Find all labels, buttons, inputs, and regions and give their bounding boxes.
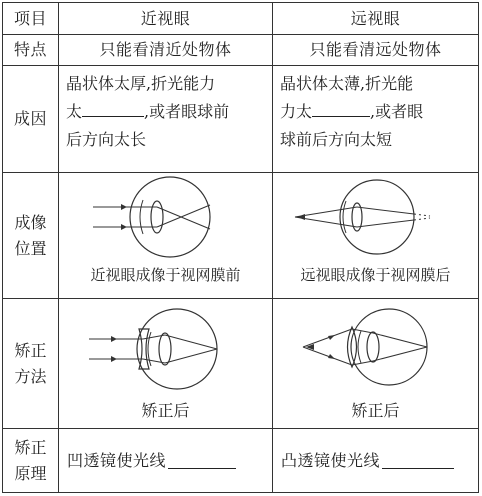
hyperopia-principle-blank[interactable] <box>382 452 454 469</box>
header-myopia: 近视眼 <box>140 8 191 28</box>
myopia-corr-eyeball <box>137 309 217 389</box>
myopia-principle <box>59 429 272 492</box>
myopia-corr-lens <box>159 333 171 365</box>
myopia-principle-blank[interactable] <box>168 452 236 469</box>
header-hyperopia: 远视眼 <box>350 8 401 28</box>
myopia-cause-line2b: ,或者眼球前 <box>144 102 230 121</box>
hyperopia-corr-ray-out-top <box>373 333 427 347</box>
hyperopia-cornea <box>343 201 346 233</box>
myopia-features: 只能看清近处物体 <box>99 40 232 59</box>
myopia-principle-text: 凹透镜使光线 <box>67 450 167 470</box>
divider-row2 <box>2 65 479 66</box>
myopia-cause-line2a: 太 <box>66 102 83 121</box>
hyperopia-corr-cornea <box>358 331 361 363</box>
hyperopia-principle-text: 凸透镜使光线 <box>281 450 381 470</box>
myopia-corr-arrow-top <box>111 336 117 342</box>
label-principle <box>3 429 58 492</box>
hyperopia-ray-ext-bottom <box>414 218 430 220</box>
hyperopia-ray-out-bottom <box>357 220 414 227</box>
myopia-corr-ray-out-bottom <box>165 349 217 363</box>
hyperopia-cause-line2b: ,或者眼 <box>370 102 424 121</box>
hyperopia-source-arrow <box>297 214 305 220</box>
label-cause: 成因 <box>13 109 47 128</box>
label-image-position <box>3 173 58 298</box>
label-correction-line2: 方法 <box>14 366 47 386</box>
myopia-cause-line1: 晶状体太厚,折光能力 <box>66 74 216 93</box>
hyperopia-corr-arrow-bottom <box>328 354 335 359</box>
myopia-ray-out-top <box>157 207 210 229</box>
label-image-position-line2: 位置 <box>14 238 47 258</box>
border-bottom <box>2 492 479 493</box>
myopia-corr-ray-mid-bottom <box>143 359 165 363</box>
header-item: 项目 <box>13 8 47 28</box>
myopia-cornea <box>140 200 143 234</box>
myopia-ray-out-bottom <box>157 205 210 227</box>
myopia-cause <box>66 70 266 154</box>
myopia-correction-caption: 矫正后 <box>141 401 190 420</box>
label-image-position-line1: 成像 <box>14 212 47 232</box>
comparison-table <box>2 2 479 493</box>
myopia-image-caption: 近视眼成像于视网膜前 <box>90 266 241 284</box>
myopia-arrow-top <box>121 204 127 210</box>
hyperopia-cause-line3: 球前后方向太短 <box>280 130 393 149</box>
myopia-cause-blank[interactable] <box>82 100 144 117</box>
myopia-corr-ray-mid-top <box>143 335 165 339</box>
label-principle-line2: 原理 <box>14 463 47 483</box>
label-correction-line1: 矫正 <box>14 340 47 360</box>
label-features: 特点 <box>13 40 47 59</box>
hyperopia-corr-lens <box>367 332 379 362</box>
hyperopia-eyeball <box>340 180 414 254</box>
myopia-corr-cornea <box>148 332 151 366</box>
myopia-eyeball <box>130 177 210 257</box>
label-correction <box>3 299 58 428</box>
label-principle-line1: 矫正 <box>14 437 47 457</box>
hyperopia-corr-ray-out-bottom <box>373 347 427 361</box>
hyperopia-image-caption: 远视眼成像于视网膜后 <box>300 266 451 284</box>
hyperopia-ray-ext-top <box>414 214 430 216</box>
hyperopia-corr-ray-in-top <box>303 329 352 347</box>
hyperopia-cause-line2a: 力太 <box>280 102 313 121</box>
hyperopia-cause <box>280 70 474 154</box>
convex-lens <box>348 327 357 367</box>
hyperopia-ray-out-top <box>357 207 414 214</box>
hyperopia-corr-eyeball <box>351 309 427 385</box>
hyperopia-correction-caption: 矫正后 <box>351 401 400 420</box>
hyperopia-cause-blank[interactable] <box>312 100 370 117</box>
hyperopia-principle <box>273 429 478 492</box>
myopia-corr-ray-out-top <box>165 335 217 349</box>
hyperopia-corr-ray-in-bottom <box>303 347 352 365</box>
myopia-arrow-bottom <box>121 224 127 230</box>
myopia-corr-arrow-bottom <box>111 356 117 362</box>
myopia-lens <box>151 201 163 233</box>
border-right <box>478 2 479 493</box>
hyperopia-cause-line1: 晶状体太薄,折光能 <box>280 74 414 93</box>
hyperopia-features: 只能看清远处物体 <box>309 40 442 59</box>
myopia-cause-line3: 后方向太长 <box>66 130 147 149</box>
hyperopia-corr-arrow-top <box>328 335 335 340</box>
